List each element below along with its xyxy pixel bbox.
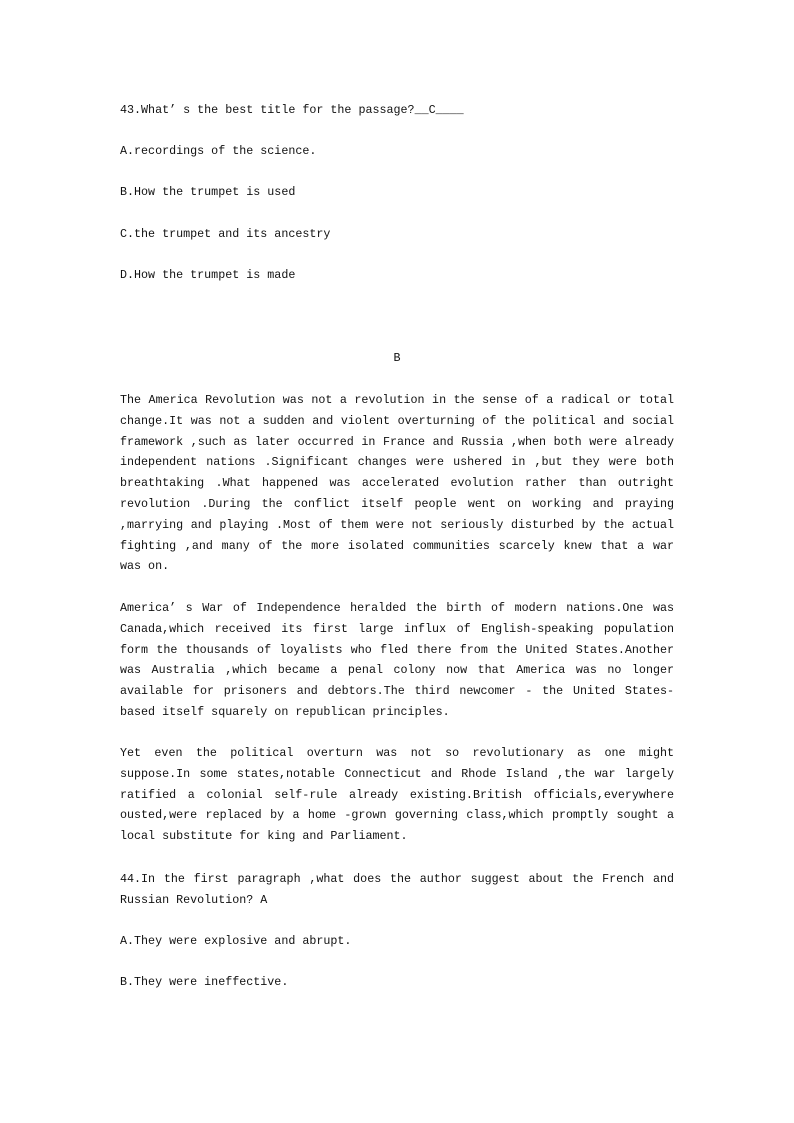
text-line: available for prisoners and debtors.The third newcomer - the United States- — [120, 684, 674, 699]
question-44 — [120, 869, 674, 911]
text-line: fighting ,and many of the more isolated communities scarcely knew that a war — [120, 538, 674, 553]
option — [120, 182, 674, 203]
option-c: C.the trumpet and its ancestry — [120, 227, 331, 241]
option-b: B.They were ineffective. — [120, 975, 289, 989]
text-line: The America Revolution was not a revolution in the sense of a radical or total — [120, 393, 674, 407]
text-line: independent nations .Significant changes were ushered in ,but they were both — [120, 455, 674, 470]
text-line: Canada,which received its first large influx of English-speaking population — [120, 621, 674, 636]
text-line: was Australia ,which became a penal colony now that America was no longer — [120, 663, 674, 678]
option — [120, 224, 674, 245]
option — [120, 972, 674, 993]
option-d: D.How the trumpet is made — [120, 268, 296, 282]
section-label: B — [393, 351, 401, 365]
text-line: breathtaking .What happened was accelerated evolution rather than outright — [120, 476, 674, 491]
option-a: A.recordings of the science. — [120, 144, 317, 158]
text-line: change.It was not a sudden and violent overturning of the political and social — [120, 413, 674, 428]
text-line: suppose.In some states,notable Connecticut and Rhode Island ,the war largely — [120, 766, 674, 781]
text-line: Yet even the political overturn was not so revolutionary as one might — [120, 746, 674, 760]
option — [120, 141, 674, 162]
text-line: ratified a colonial self-rule already existing.British officials,everywhere — [120, 787, 674, 802]
text-line: ,marrying and playing .Most of them were not seriously disturbed by the actual — [120, 517, 674, 532]
text-line: was on. — [120, 559, 170, 574]
option — [120, 265, 674, 286]
text-line: America’ s War of Independence heralded the birth of modern nations.One was — [120, 601, 674, 615]
question-text: Russian Revolution? A — [120, 892, 268, 907]
question-43 — [120, 100, 674, 121]
text-line: framework ,such as later occurred in France and Russia ,when both were already — [120, 434, 674, 449]
text-line: local substitute for king and Parliament. — [120, 829, 408, 844]
paragraph-2 — [120, 598, 674, 723]
option-b: B.How the trumpet is used — [120, 185, 296, 199]
option-a: A.They were explosive and abrupt. — [120, 934, 352, 948]
text-line: form the thousands of loyalists who fled there from the United States.Another — [120, 642, 674, 657]
text-line: ousted,were replaced by a home -grown governing class,which promptly sought a — [120, 808, 674, 823]
option — [120, 931, 674, 952]
question-text: 43.What’ s the best title for the passage?__C____ — [120, 103, 464, 117]
paragraph-1 — [120, 390, 674, 577]
text-line: revolution .During the conflict itself people went on working and praying — [120, 496, 674, 511]
question-text: 44.In the first paragraph ,what does the author suggest about the French and — [120, 872, 674, 886]
paragraph-3 — [120, 743, 674, 847]
text-line: based itself squarely on republican principles. — [120, 704, 450, 719]
